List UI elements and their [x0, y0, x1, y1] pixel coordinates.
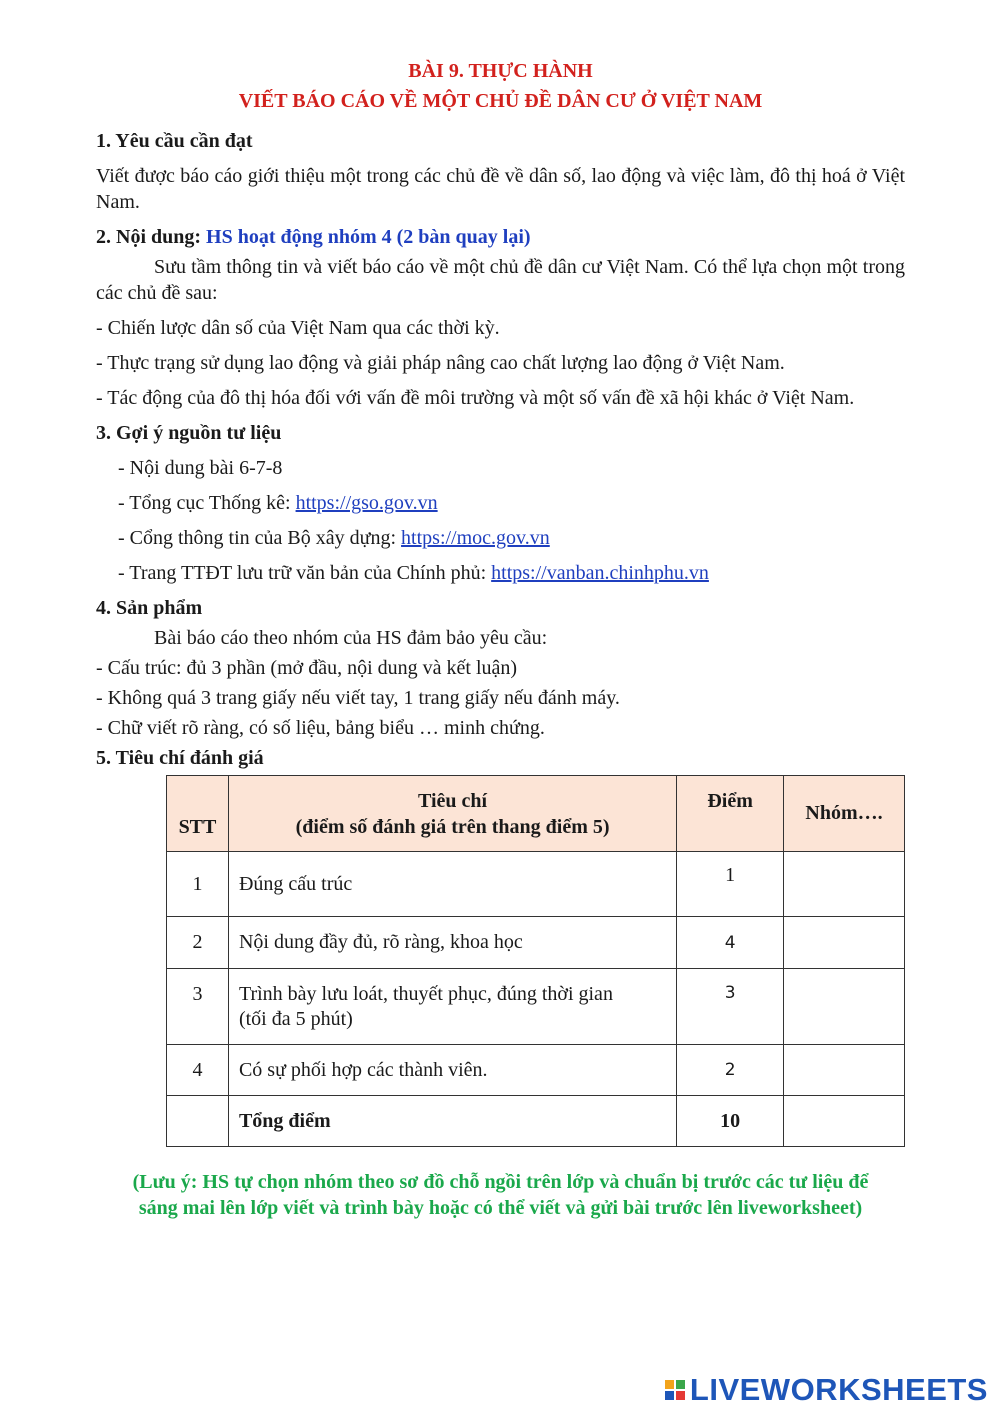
table-total-row	[167, 1096, 905, 1147]
product-item: - Chữ viết rõ ràng, có số liệu, bảng biểu … minh chứng.	[96, 717, 545, 739]
criteria-table	[166, 775, 905, 1147]
row-criteria-line1: Trình bày lưu loát, thuyết phục, đúng thời gian	[238, 982, 613, 1005]
logo-block	[665, 1391, 674, 1400]
row-criteria-line2: (tối đa 5 phút)	[238, 1007, 353, 1030]
source-label: - Tổng cục Thống kê:	[118, 492, 296, 514]
row-stt: 3	[167, 969, 229, 1045]
topic-item: - Chiến lược dân số của Việt Nam qua các thời kỳ.	[96, 317, 500, 339]
section2-intro: Sưu tầm thông tin và viết báo cáo về một chủ đề dân cư Việt Nam. Có thể lựa chọn một trong các chủ đề sau:	[96, 256, 905, 304]
row-group-score[interactable]	[784, 917, 905, 969]
source-item	[96, 490, 905, 516]
logo-block	[676, 1391, 685, 1400]
row-group-score[interactable]	[784, 852, 905, 917]
total-group-score[interactable]	[784, 1096, 905, 1147]
row-criteria: Nội dung đầy đủ, rõ ràng, khoa học	[228, 917, 676, 969]
logo-text: LIVEWORKSHEETS	[689, 1372, 988, 1407]
header-points: Điểm	[677, 776, 784, 852]
title-block	[96, 56, 905, 116]
product-item: - Cấu trúc: đủ 3 phần (mở đầu, nội dung và kết luận)	[96, 657, 518, 679]
title-line-2: VIẾT BÁO CÁO VỀ MỘT CHỦ ĐỀ DÂN CƯ Ở VIỆT NAM	[238, 90, 763, 112]
total-points: 10	[677, 1096, 784, 1147]
header-stt: STT	[167, 776, 229, 852]
header-group: Nhóm….	[784, 776, 905, 852]
topic-item: - Tác động của đô thị hóa đối với vấn đề môi trường và một số vấn đề xã hội khác ở Việt Nam.	[96, 387, 855, 409]
note-block	[96, 1169, 905, 1221]
row-points: 4	[677, 917, 784, 969]
section2-heading-label: 2. Nội dung:	[96, 226, 202, 248]
section2-heading	[96, 224, 905, 250]
section2-group-instruction: HS hoạt động nhóm 4 (2 bàn quay lại)	[206, 226, 531, 248]
liveworksheets-logo	[665, 1372, 988, 1408]
row-points: 2	[677, 1045, 784, 1096]
source-label: - Trang TTĐT lưu trữ văn bản của Chính phủ:	[118, 562, 492, 584]
header-criteria-line1: Tiêu chí	[418, 789, 488, 812]
gso-link[interactable]: https://gso.gov.vn	[295, 492, 438, 514]
table-row	[167, 969, 905, 1045]
header-criteria-line2: (điểm số đánh giá trên thang điểm 5)	[295, 815, 610, 838]
row-stt: 4	[167, 1045, 229, 1096]
row-criteria: Đúng cấu trúc	[228, 852, 676, 917]
title-line-1: BÀI 9. THỰC HÀNH	[408, 60, 593, 82]
section1-text: Viết được báo cáo giới thiệu một trong các chủ đề về dân số, lao động và việc làm, đô thị hoá ở Việt Nam.	[96, 165, 905, 213]
row-points: 1	[677, 852, 784, 917]
table-row	[167, 917, 905, 969]
source-item	[96, 525, 905, 551]
header-criteria	[228, 776, 676, 852]
total-label: Tổng điểm	[228, 1096, 676, 1147]
row-stt: 2	[167, 917, 229, 969]
source-item: - Nội dung bài 6-7-8	[118, 457, 283, 479]
section4-intro: Bài báo cáo theo nhóm của HS đảm bảo yêu cầu:	[154, 627, 548, 649]
vanban-link[interactable]: https://vanban.chinhphu.vn	[491, 562, 709, 584]
product-item: - Không quá 3 trang giấy nếu viết tay, 1 trang giấy nếu đánh máy.	[96, 687, 620, 709]
row-points: 3	[677, 969, 784, 1045]
row-criteria: Có sự phối hợp các thành viên.	[228, 1045, 676, 1096]
total-stt-empty	[167, 1096, 229, 1147]
logo-block	[665, 1380, 674, 1389]
note-line-2: sáng mai lên lớp viết và trình bày hoặc có thể viết và gửi bài trước lên liveworksheet)	[138, 1197, 863, 1219]
moc-link[interactable]: https://moc.gov.vn	[401, 527, 550, 549]
table-row	[167, 1045, 905, 1096]
logo-block	[676, 1380, 685, 1389]
row-criteria	[228, 969, 676, 1045]
topic-item: - Thực trạng sử dụng lao động và giải pháp nâng cao chất lượng lao động ở Việt Nam.	[96, 352, 785, 374]
section4-heading: 4. Sản phẩm	[96, 597, 203, 619]
source-label: - Cổng thông tin của Bộ xây dựng:	[118, 527, 402, 549]
section5-heading: 5. Tiêu chí đánh giá	[96, 747, 264, 769]
logo-blocks-icon	[665, 1380, 685, 1400]
source-item	[96, 560, 905, 586]
section3-heading: 3. Gợi ý nguồn tư liệu	[96, 422, 282, 444]
table-row	[167, 852, 905, 917]
table-header-row	[167, 776, 905, 852]
note-line-1: (Lưu ý: HS tự chọn nhóm theo sơ đồ chỗ ngồi trên lớp và chuẩn bị trước các tư liệu để	[132, 1171, 869, 1193]
row-group-score[interactable]	[784, 969, 905, 1045]
worksheet-page	[96, 56, 905, 1221]
row-group-score[interactable]	[784, 1045, 905, 1096]
row-stt: 1	[167, 852, 229, 917]
section1-heading: 1. Yêu cầu cần đạt	[96, 130, 253, 152]
